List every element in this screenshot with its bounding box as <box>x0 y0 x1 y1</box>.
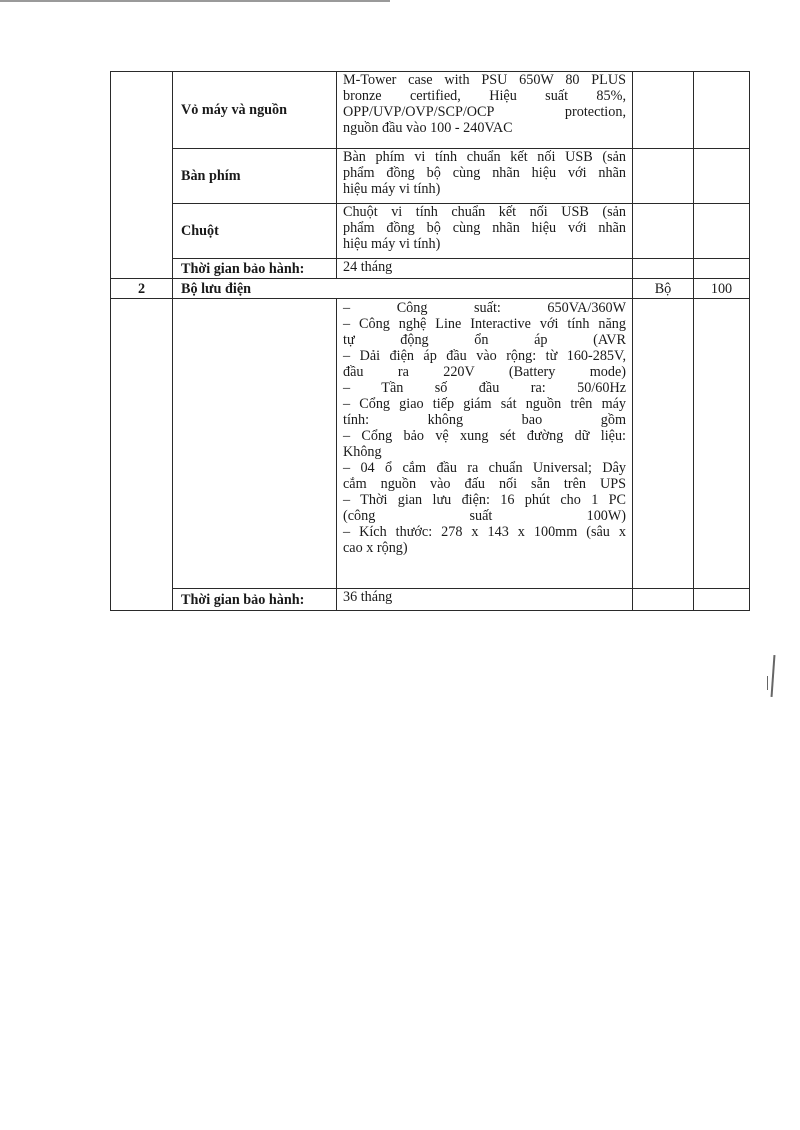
spec-line: bronze certified, Hiệu suất 85%, <box>343 88 626 104</box>
item-name-mouse: Chuột <box>173 204 337 259</box>
spec-cell-mouse <box>337 204 633 259</box>
spec-line: tự động ổn áp (AVR <box>343 332 626 348</box>
spec-cell-ups <box>337 299 633 589</box>
spec-line: Chuột vi tính chuẩn kết nối USB (sản <box>343 204 626 220</box>
scan-edge <box>0 0 390 2</box>
spec-line: Bàn phím vi tính chuẩn kết nối USB (sản <box>343 149 626 165</box>
scan-mark <box>771 655 776 697</box>
unit-cell <box>633 259 694 279</box>
spec-line: – Công suất: 650VA/360W <box>343 300 626 316</box>
item-name-ups: Bộ lưu điện <box>173 279 633 299</box>
scan-mark <box>767 676 768 690</box>
unit-cell <box>633 149 694 204</box>
spec-line: OPP/UVP/OVP/SCP/OCP protection, <box>343 104 626 120</box>
spec-line: phẩm đồng bộ cùng nhãn hiệu với nhãn <box>343 165 626 181</box>
spec-line: (công suất 100W) <box>343 508 626 524</box>
table-row-mouse <box>111 204 750 259</box>
warranty-value: 36 tháng <box>337 589 633 611</box>
qty-cell <box>694 204 750 259</box>
spec-table <box>110 71 750 611</box>
spec-line: – Thời gian lưu điện: 16 phút cho 1 PC <box>343 492 626 508</box>
qty-cell <box>694 72 750 149</box>
item-name-cell <box>173 299 337 589</box>
spec-line: – Cổng bảo vệ xung sét đường dữ liệu: <box>343 428 626 444</box>
unit-cell <box>633 299 694 589</box>
stt-cell: 2 <box>111 279 173 299</box>
spec-line: đầu ra 220V (Battery mode) <box>343 364 626 380</box>
qty-cell <box>694 259 750 279</box>
spec-line: – Kích thước: 278 x 143 x 100mm (sâu x <box>343 524 626 540</box>
item-name-case-psu: Vỏ máy và nguồn <box>173 72 337 149</box>
spec-line: hiệu máy vi tính) <box>343 181 441 197</box>
unit-cell <box>633 589 694 611</box>
spec-cell-case-psu <box>337 72 633 149</box>
spec-line: – 04 ổ cắm đầu ra chuẩn Universal; Dây <box>343 460 626 476</box>
spec-line: Không <box>343 444 382 460</box>
spec-line: cao x rộng) <box>343 540 408 556</box>
spec-line: M-Tower case with PSU 650W 80 PLUS <box>343 72 626 88</box>
spec-line: – Dải điện áp đầu vào rộng: từ 160-285V, <box>343 348 626 364</box>
unit-cell <box>633 204 694 259</box>
qty-cell <box>694 589 750 611</box>
unit-cell <box>633 72 694 149</box>
table-row-warranty-1 <box>111 259 750 279</box>
stt-cell <box>111 72 173 279</box>
table-row-ups <box>111 279 750 299</box>
spec-line: tính: không bao gồm <box>343 412 626 428</box>
qty-cell <box>694 149 750 204</box>
spec-cell-keyboard <box>337 149 633 204</box>
warranty-value: 24 tháng <box>337 259 633 279</box>
spec-line: nguồn đầu vào 100 - 240VAC <box>343 120 513 136</box>
item-name-warranty: Thời gian bảo hành: <box>173 589 337 611</box>
qty-cell <box>694 299 750 589</box>
item-name-keyboard: Bàn phím <box>173 149 337 204</box>
spec-line: – Công nghệ Line Interactive với tính năng <box>343 316 626 332</box>
spec-line: phẩm đồng bộ cùng nhãn hiệu với nhãn <box>343 220 626 236</box>
spec-line: – Cổng giao tiếp giám sát nguồn trên máy <box>343 396 626 412</box>
spec-line: – Tần số đầu ra: 50/60Hz <box>343 380 626 396</box>
qty-cell: 100 <box>694 279 750 299</box>
unit-cell: Bộ <box>633 279 694 299</box>
stt-cell <box>111 299 173 611</box>
table-row-keyboard <box>111 149 750 204</box>
table-row-case-psu <box>111 72 750 149</box>
table-row-ups-spec <box>111 299 750 589</box>
item-name-warranty: Thời gian bảo hành: <box>173 259 337 279</box>
table-row-warranty-2 <box>111 589 750 611</box>
spec-line: cắm nguồn vào đấu nối sẵn trên UPS <box>343 476 626 492</box>
spec-line: hiệu máy vi tính) <box>343 236 441 252</box>
